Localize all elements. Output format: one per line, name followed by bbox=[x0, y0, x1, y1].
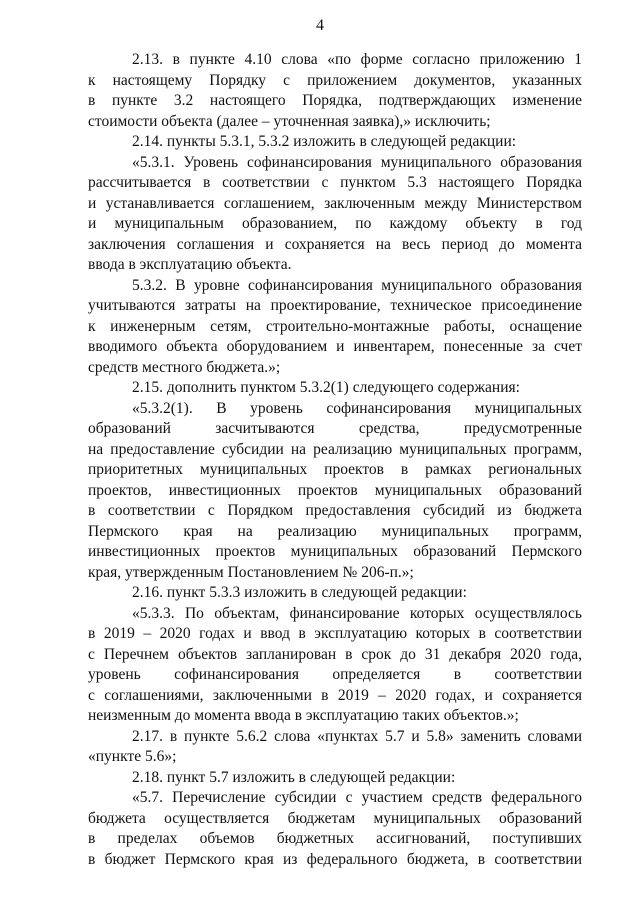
text-line: в 2019 – 2020 годах и ввод в эксплуатацию которых в соответствии bbox=[88, 625, 582, 642]
text-line: 2.17. в пункте 5.6.2 слова «пунктах 5.7 и 5.8» заменить словами bbox=[132, 727, 582, 745]
text-line: и муниципальным образованием, по каждому объекту в год bbox=[88, 215, 582, 232]
text-line: вводимого объекта оборудованием и инвентарем, понесенные за счет bbox=[88, 338, 582, 355]
text-line: образований засчитываются средства, предусмотренные bbox=[88, 420, 582, 437]
text-line: края, утвержденным Постановлением № 206-п.»; bbox=[88, 563, 414, 581]
text-line: 5.3.2. В уровне софинансирования муниципального образования bbox=[132, 276, 582, 294]
text-line: «5.3.1. Уровень софинансирования муниципального образования bbox=[132, 153, 582, 171]
text-line: учитываются затраты на проектирование, техническое присоединение bbox=[88, 297, 582, 314]
text-line: инвестиционных проектов муниципальных образований Пермского bbox=[88, 543, 582, 560]
text-line: заключения соглашения и сохраняется на весь период до момента bbox=[88, 235, 582, 253]
document-body bbox=[88, 50, 582, 870]
text-line: в пункте 3.2 настоящего Порядка, подтверждающих изменение bbox=[88, 92, 582, 109]
text-line: рассчитывается в соответствии с пунктом 5.3 настоящего Порядка bbox=[88, 174, 582, 191]
text-line: 2.18. пункт 5.7 изложить в следующей редакции: bbox=[132, 768, 456, 786]
text-line: ввода в эксплуатацию объекта. bbox=[88, 256, 292, 273]
text-line: на предоставление субсидии на реализацию муниципальных программ, bbox=[88, 440, 582, 458]
page-number: 4 bbox=[316, 17, 324, 34]
text-line: бюджета осуществляется бюджетам муниципальных образований bbox=[88, 809, 582, 827]
text-line: с соглашениями, заключенными в 2019 – 2020 годах, и сохраняется bbox=[88, 686, 582, 704]
text-line: 2.16. пункт 5.3.3 изложить в следующей редакции: bbox=[132, 584, 467, 601]
text-line: в пределах объемов бюджетных ассигнований, поступивших bbox=[88, 830, 582, 847]
text-line: «5.3.2(1). В уровень софинансирования муниципальных bbox=[132, 399, 582, 417]
text-line: к инженерным сетям, строительно-монтажные работы, оснащение bbox=[88, 317, 582, 335]
text-line: средств местного бюджета.»; bbox=[88, 358, 281, 376]
text-line: 2.13. в пункте 4.10 слова «по форме согласно приложению 1 bbox=[132, 51, 582, 68]
text-line: неизменным до момента ввода в эксплуатацию таких объектов.»; bbox=[88, 707, 519, 724]
text-line: Пермского края на реализацию муниципальных программ, bbox=[88, 522, 582, 540]
text-line: к настоящему Порядку с приложением документов, указанных bbox=[88, 71, 582, 89]
text-line: уровень софинансирования определяется в соответствии bbox=[88, 666, 582, 683]
text-line: с Перечнем объектов запланирован в срок до 31 декабря 2020 года, bbox=[88, 645, 582, 663]
text-line: 2.15. дополнить пунктом 5.3.2(1) следующего содержания: bbox=[132, 379, 520, 396]
text-line: в соответствии с Порядком предоставления субсидий из бюджета bbox=[88, 502, 582, 519]
text-line: «5.7. Перечисление субсидии с участием средств федерального bbox=[132, 789, 582, 806]
text-line: стоимости объекта (далее – уточненная заявка),» исключить; bbox=[88, 112, 491, 130]
text-line: проектов, инвестиционных проектов муниципальных образований bbox=[88, 481, 582, 499]
text-line: приоритетных муниципальных проектов в рамках региональных bbox=[88, 461, 582, 478]
text-line: в бюджет Пермского края из федерального бюджета, в соответствии bbox=[88, 850, 582, 868]
text-line: и устанавливается соглашением, заключенным между Министерством bbox=[88, 194, 582, 212]
text-line: «пункте 5.6»; bbox=[88, 748, 177, 765]
text-line: 2.14. пункты 5.3.1, 5.3.2 изложить в следующей редакции: bbox=[132, 133, 517, 150]
text-line: «5.3.3. По объектам, финансирование которых осуществлялось bbox=[132, 604, 582, 622]
